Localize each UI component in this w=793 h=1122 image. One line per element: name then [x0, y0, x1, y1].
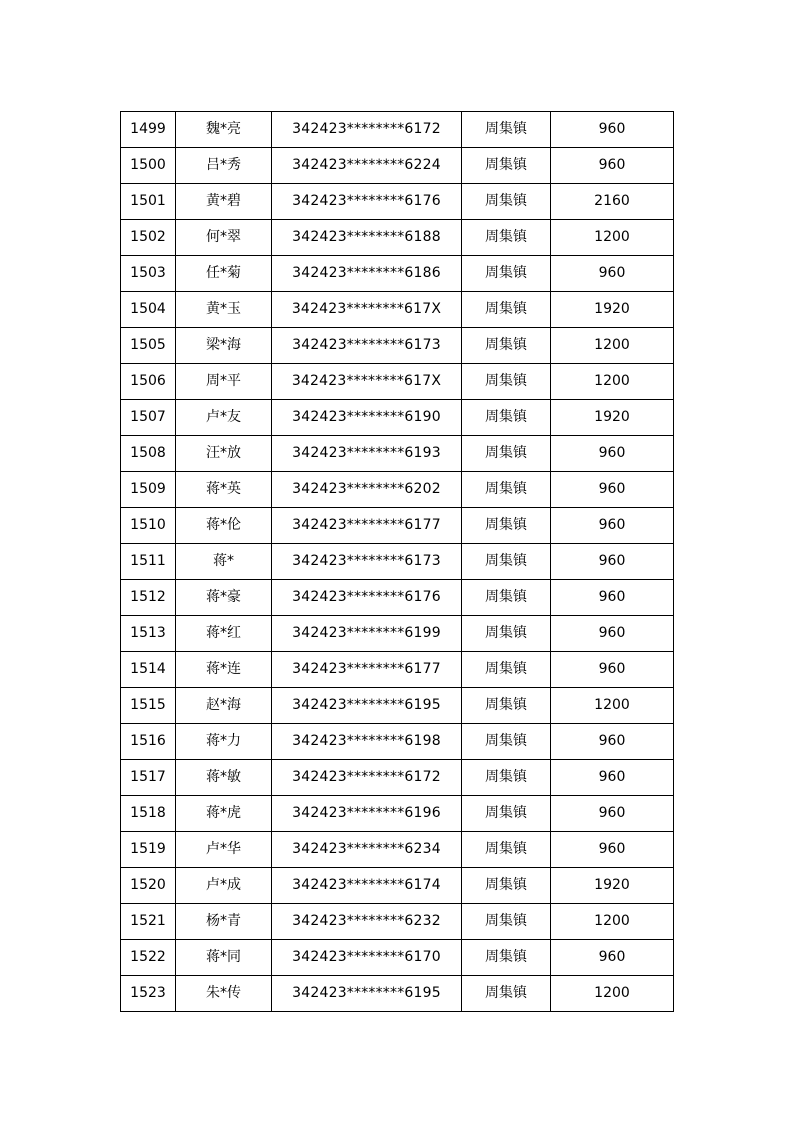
town-name: 周集镇: [462, 616, 551, 652]
table-row: [121, 904, 674, 940]
amount: 960: [551, 256, 674, 292]
id-number: 342423********6195: [272, 688, 462, 724]
person-name: 黄*玉: [176, 292, 272, 328]
id-number: 342423********6186: [272, 256, 462, 292]
id-number: 342423********6193: [272, 436, 462, 472]
person-name: 赵*海: [176, 688, 272, 724]
amount: 960: [551, 832, 674, 868]
row-number: 1509: [121, 472, 176, 508]
amount: 960: [551, 760, 674, 796]
table-row: [121, 796, 674, 832]
town-name: 周集镇: [462, 724, 551, 760]
table-row: [121, 328, 674, 364]
amount: 1200: [551, 364, 674, 400]
table-row: [121, 616, 674, 652]
row-number: 1507: [121, 400, 176, 436]
person-name: 卢*华: [176, 832, 272, 868]
id-number: 342423********6198: [272, 724, 462, 760]
table-row: [121, 940, 674, 976]
person-name: 梁*海: [176, 328, 272, 364]
table-row: [121, 472, 674, 508]
person-name: 蒋*伦: [176, 508, 272, 544]
row-number: 1514: [121, 652, 176, 688]
row-number: 1499: [121, 112, 176, 148]
row-number: 1515: [121, 688, 176, 724]
town-name: 周集镇: [462, 364, 551, 400]
table-row: [121, 652, 674, 688]
id-number: 342423********6174: [272, 868, 462, 904]
id-number: 342423********6232: [272, 904, 462, 940]
id-number: 342423********6172: [272, 112, 462, 148]
amount: 960: [551, 148, 674, 184]
row-number: 1519: [121, 832, 176, 868]
town-name: 周集镇: [462, 220, 551, 256]
amount: 960: [551, 436, 674, 472]
row-number: 1523: [121, 976, 176, 1012]
id-number: 342423********6224: [272, 148, 462, 184]
person-name: 黄*碧: [176, 184, 272, 220]
row-number: 1501: [121, 184, 176, 220]
person-name: 蒋*虎: [176, 796, 272, 832]
row-number: 1521: [121, 904, 176, 940]
id-number: 342423********617X: [272, 292, 462, 328]
table-row: [121, 688, 674, 724]
amount: 960: [551, 508, 674, 544]
table-row: [121, 220, 674, 256]
person-name: 蒋*敏: [176, 760, 272, 796]
town-name: 周集镇: [462, 976, 551, 1012]
roster-table: [120, 111, 674, 1012]
town-name: 周集镇: [462, 400, 551, 436]
town-name: 周集镇: [462, 184, 551, 220]
amount: 960: [551, 112, 674, 148]
amount: 960: [551, 796, 674, 832]
amount: 1920: [551, 292, 674, 328]
row-number: 1512: [121, 580, 176, 616]
table-row: [121, 148, 674, 184]
id-number: 342423********6202: [272, 472, 462, 508]
town-name: 周集镇: [462, 508, 551, 544]
row-number: 1522: [121, 940, 176, 976]
person-name: 蒋*英: [176, 472, 272, 508]
table-row: [121, 292, 674, 328]
id-number: 342423********6188: [272, 220, 462, 256]
id-number: 342423********6176: [272, 580, 462, 616]
row-number: 1500: [121, 148, 176, 184]
id-number: 342423********6190: [272, 400, 462, 436]
town-name: 周集镇: [462, 544, 551, 580]
id-number: 342423********617X: [272, 364, 462, 400]
town-name: 周集镇: [462, 436, 551, 472]
table-row: [121, 868, 674, 904]
table-row: [121, 724, 674, 760]
person-name: 任*菊: [176, 256, 272, 292]
table-row: [121, 436, 674, 472]
person-name: 蒋*红: [176, 616, 272, 652]
amount: 960: [551, 940, 674, 976]
table-row: [121, 580, 674, 616]
amount: 1200: [551, 688, 674, 724]
table-row: [121, 508, 674, 544]
table-row: [121, 976, 674, 1012]
town-name: 周集镇: [462, 292, 551, 328]
row-number: 1511: [121, 544, 176, 580]
amount: 1920: [551, 868, 674, 904]
person-name: 何*翠: [176, 220, 272, 256]
town-name: 周集镇: [462, 688, 551, 724]
person-name: 蒋*连: [176, 652, 272, 688]
table-row: [121, 544, 674, 580]
table-row: [121, 832, 674, 868]
amount: 1200: [551, 328, 674, 364]
roster-table-body: [121, 112, 674, 1012]
town-name: 周集镇: [462, 868, 551, 904]
id-number: 342423********6177: [272, 508, 462, 544]
id-number: 342423********6173: [272, 328, 462, 364]
table-row: [121, 184, 674, 220]
row-number: 1506: [121, 364, 176, 400]
town-name: 周集镇: [462, 652, 551, 688]
row-number: 1503: [121, 256, 176, 292]
amount: 960: [551, 580, 674, 616]
town-name: 周集镇: [462, 112, 551, 148]
id-number: 342423********6234: [272, 832, 462, 868]
row-number: 1513: [121, 616, 176, 652]
row-number: 1520: [121, 868, 176, 904]
person-name: 朱*传: [176, 976, 272, 1012]
id-number: 342423********6195: [272, 976, 462, 1012]
id-number: 342423********6172: [272, 760, 462, 796]
row-number: 1517: [121, 760, 176, 796]
town-name: 周集镇: [462, 148, 551, 184]
table-row: [121, 760, 674, 796]
town-name: 周集镇: [462, 940, 551, 976]
amount: 1920: [551, 400, 674, 436]
person-name: 卢*成: [176, 868, 272, 904]
row-number: 1516: [121, 724, 176, 760]
person-name: 杨*青: [176, 904, 272, 940]
person-name: 魏*亮: [176, 112, 272, 148]
amount: 960: [551, 544, 674, 580]
row-number: 1510: [121, 508, 176, 544]
town-name: 周集镇: [462, 832, 551, 868]
person-name: 蒋*豪: [176, 580, 272, 616]
table-row: [121, 112, 674, 148]
id-number: 342423********6173: [272, 544, 462, 580]
town-name: 周集镇: [462, 904, 551, 940]
person-name: 蒋*同: [176, 940, 272, 976]
table-row: [121, 400, 674, 436]
person-name: 卢*友: [176, 400, 272, 436]
town-name: 周集镇: [462, 580, 551, 616]
town-name: 周集镇: [462, 796, 551, 832]
amount: 960: [551, 616, 674, 652]
town-name: 周集镇: [462, 760, 551, 796]
row-number: 1508: [121, 436, 176, 472]
row-number: 1502: [121, 220, 176, 256]
row-number: 1504: [121, 292, 176, 328]
town-name: 周集镇: [462, 328, 551, 364]
amount: 1200: [551, 976, 674, 1012]
amount: 1200: [551, 904, 674, 940]
person-name: 汪*放: [176, 436, 272, 472]
amount: 960: [551, 652, 674, 688]
amount: 960: [551, 724, 674, 760]
row-number: 1518: [121, 796, 176, 832]
town-name: 周集镇: [462, 472, 551, 508]
person-name: 吕*秀: [176, 148, 272, 184]
amount: 960: [551, 472, 674, 508]
id-number: 342423********6177: [272, 652, 462, 688]
id-number: 342423********6170: [272, 940, 462, 976]
id-number: 342423********6199: [272, 616, 462, 652]
amount: 1200: [551, 220, 674, 256]
id-number: 342423********6176: [272, 184, 462, 220]
town-name: 周集镇: [462, 256, 551, 292]
amount: 2160: [551, 184, 674, 220]
person-name: 蒋*: [176, 544, 272, 580]
person-name: 蒋*力: [176, 724, 272, 760]
table-row: [121, 256, 674, 292]
id-number: 342423********6196: [272, 796, 462, 832]
person-name: 周*平: [176, 364, 272, 400]
table-row: [121, 364, 674, 400]
row-number: 1505: [121, 328, 176, 364]
